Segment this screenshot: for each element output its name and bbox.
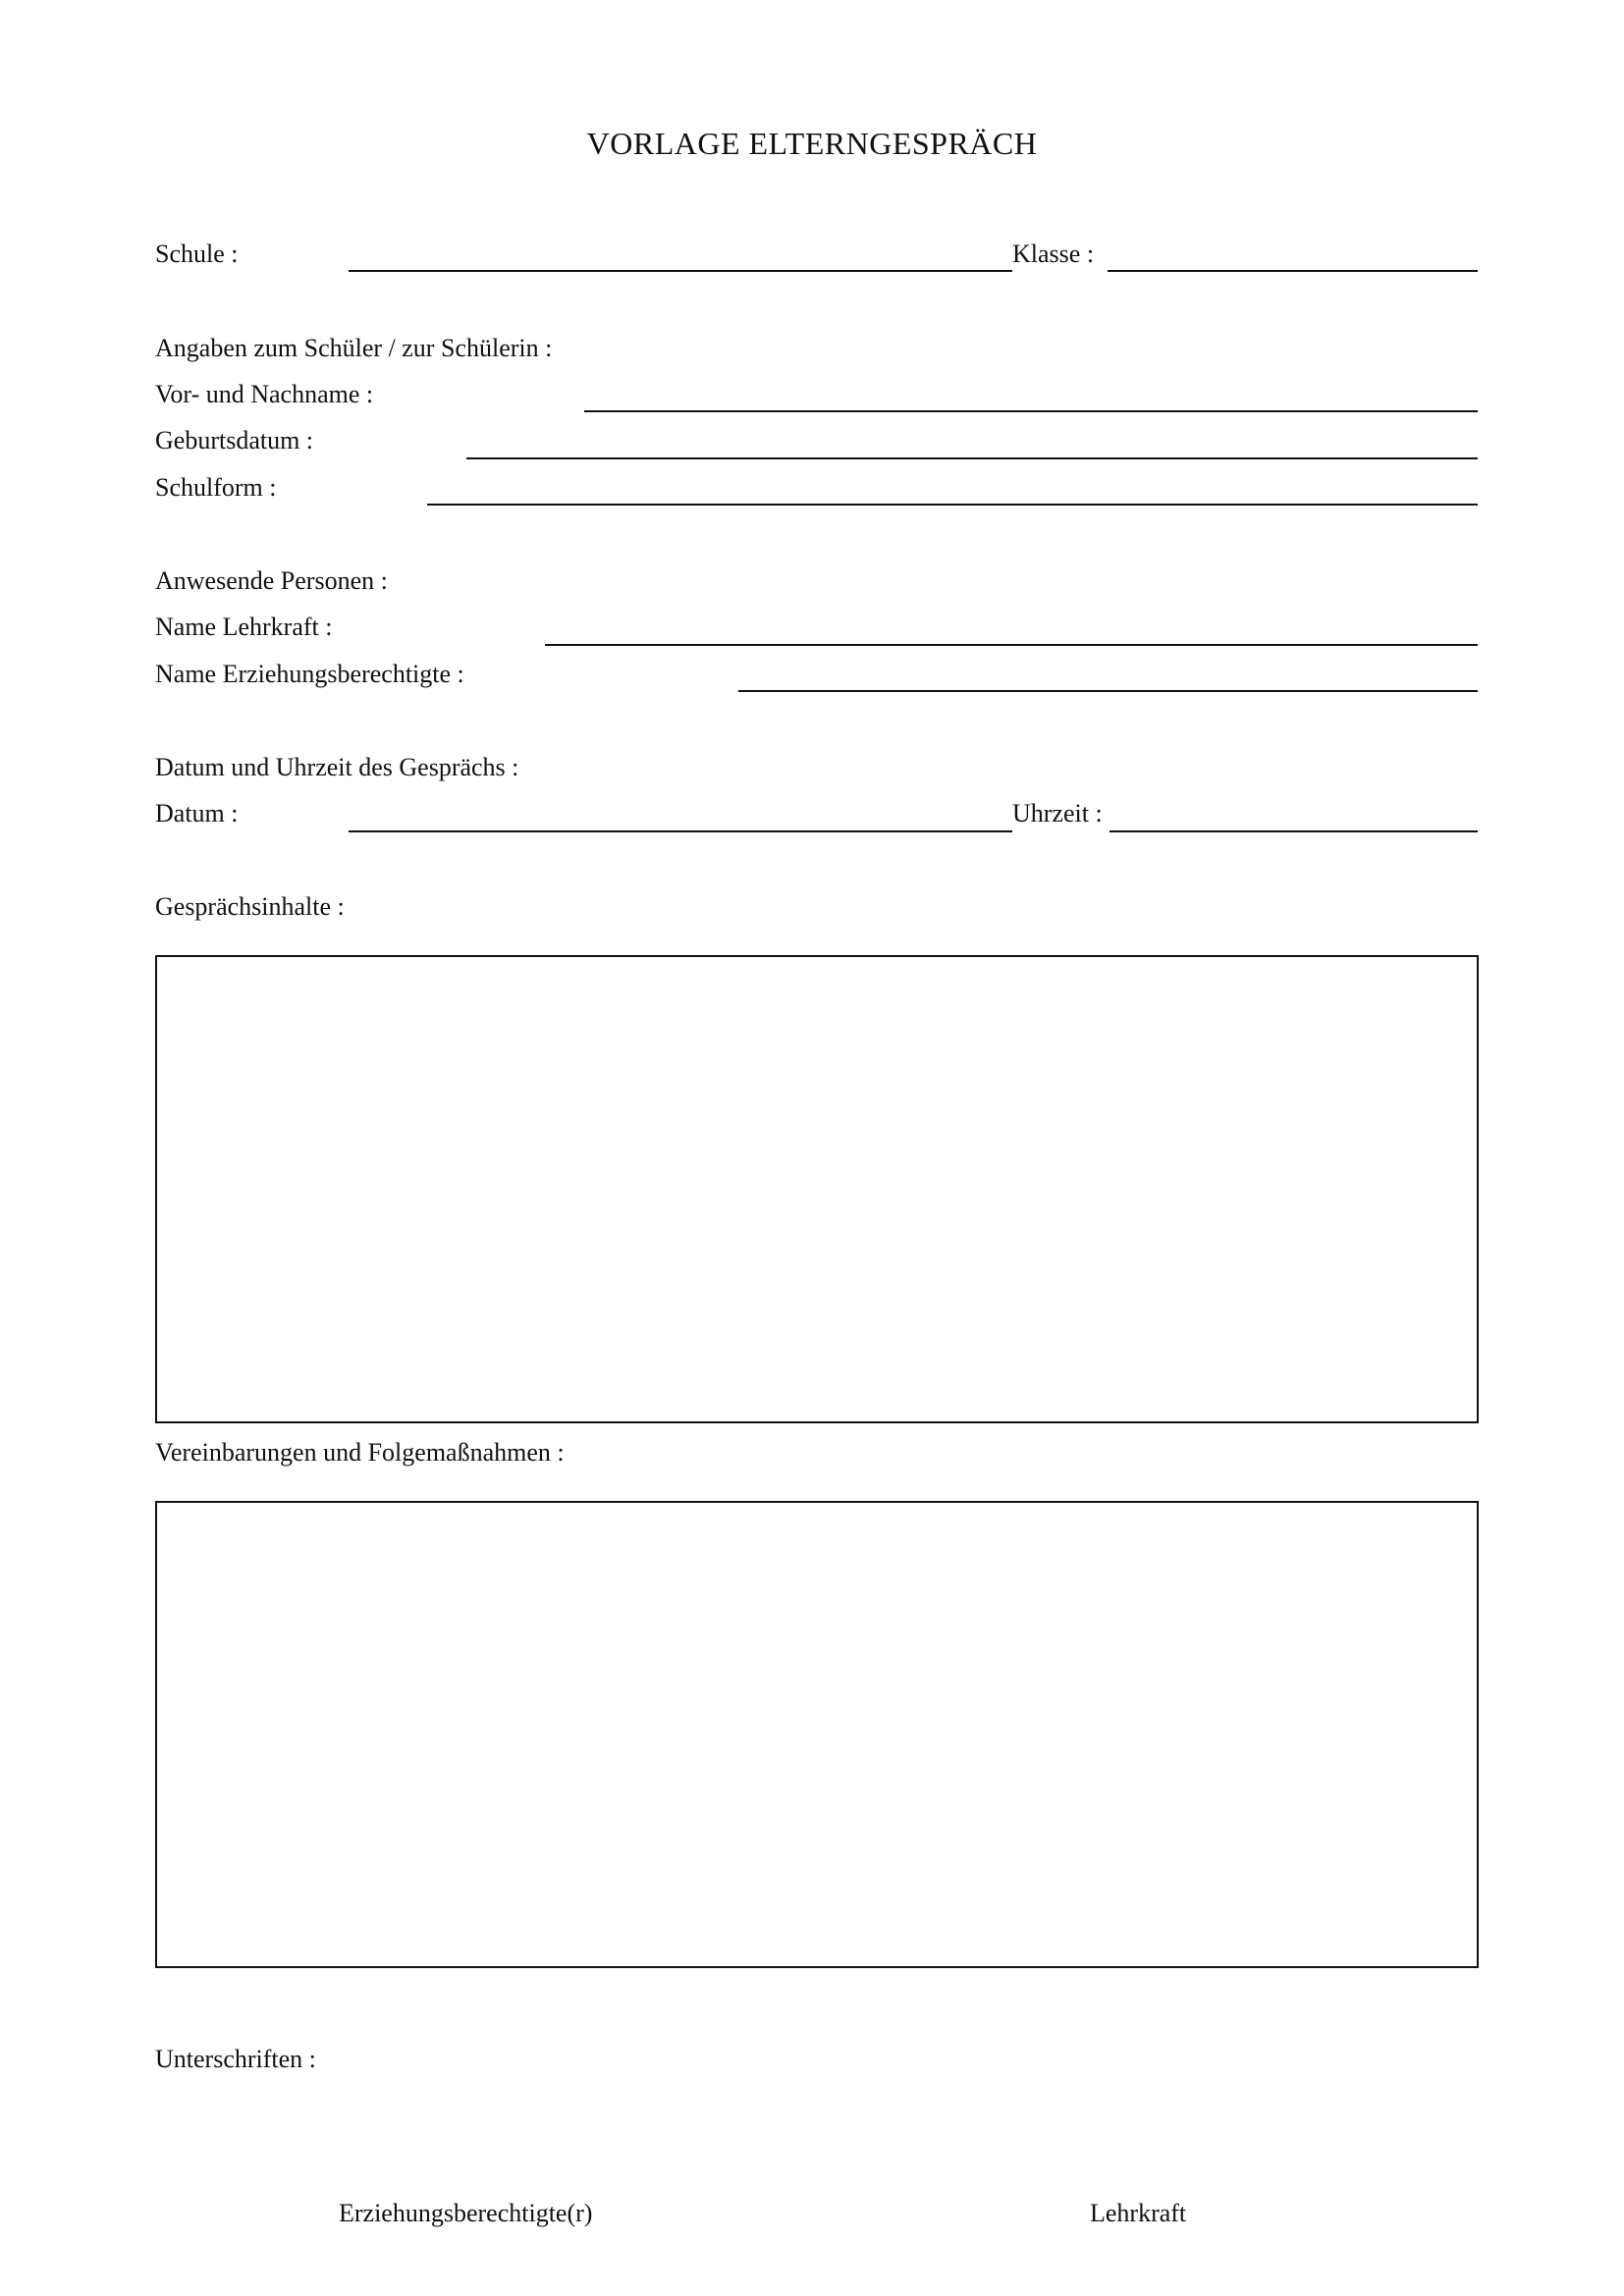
- student-heading: Angaben zum Schüler / zur Schülerin :: [155, 334, 553, 362]
- teacher-field[interactable]: [545, 644, 1478, 646]
- time-field[interactable]: [1110, 830, 1478, 832]
- schoolform-field[interactable]: [427, 504, 1478, 506]
- date-label: Datum :: [155, 799, 239, 828]
- guardian-label: Name Erziehungsberechtigte :: [155, 660, 464, 688]
- schule-label: Schule :: [155, 240, 239, 268]
- content-textarea[interactable]: [155, 955, 1479, 1423]
- persons-heading: Anwesende Personen :: [155, 566, 388, 595]
- page-title: VORLAGE ELTERNGESPRÄCH: [586, 126, 1038, 161]
- time-label: Uhrzeit :: [1012, 799, 1103, 828]
- klasse-field[interactable]: [1108, 270, 1478, 272]
- guardian-field[interactable]: [738, 690, 1478, 692]
- klasse-label: Klasse :: [1012, 240, 1095, 268]
- content-heading: Gesprächsinhalte :: [155, 892, 345, 921]
- signature-guardian-label: Erziehungsberechtigte(r): [339, 2199, 593, 2227]
- name-field[interactable]: [584, 410, 1478, 412]
- datetime-heading: Datum und Uhrzeit des Gesprächs :: [155, 753, 519, 781]
- signature-teacher-label: Lehrkraft: [1090, 2199, 1187, 2227]
- agreements-textarea[interactable]: [155, 1501, 1479, 1968]
- birthdate-label: Geburtsdatum :: [155, 426, 314, 454]
- schule-field[interactable]: [349, 270, 1012, 272]
- birthdate-field[interactable]: [466, 457, 1478, 459]
- name-label: Vor- und Nachname :: [155, 380, 374, 408]
- date-field[interactable]: [349, 830, 1012, 832]
- signatures-heading: Unterschriften :: [155, 2045, 316, 2073]
- teacher-label: Name Lehrkraft :: [155, 613, 333, 641]
- agreements-heading: Vereinbarungen und Folgemaßnahmen :: [155, 1438, 565, 1467]
- schoolform-label: Schulform :: [155, 473, 277, 502]
